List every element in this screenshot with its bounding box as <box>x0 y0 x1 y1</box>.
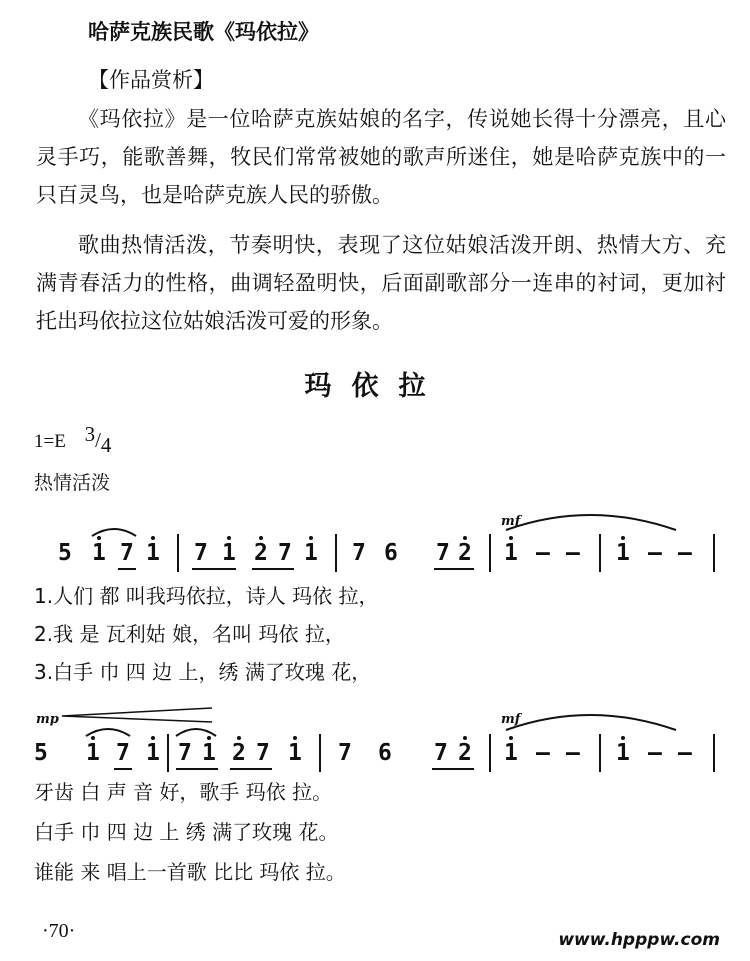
note: 1 <box>616 740 630 766</box>
octave-dot <box>621 536 625 540</box>
note: 7 <box>338 740 352 766</box>
note: 5 <box>34 740 48 766</box>
note: 1 <box>304 540 318 566</box>
octave-dot <box>621 736 625 740</box>
dynamic-mp: mp <box>36 712 59 727</box>
lyric-verse-3-line-2: 谁能 来 唱上一首歌 比比 玛依 拉。 <box>34 860 346 884</box>
octave-dot <box>151 736 155 740</box>
note: 2 <box>232 740 246 766</box>
time-numerator: 3 <box>84 422 96 446</box>
octave-dot <box>237 736 241 740</box>
note: 1 <box>146 740 160 766</box>
octave-dot <box>207 736 211 740</box>
note: 2 <box>458 740 472 766</box>
note: – <box>678 540 692 566</box>
note: – <box>648 740 662 766</box>
note: – <box>536 540 550 566</box>
note: 1 <box>146 540 160 566</box>
octave-dot <box>97 536 101 540</box>
octave-dot <box>227 536 231 540</box>
slur <box>92 529 136 536</box>
tempo-marking: 热情活泼 <box>34 472 111 494</box>
watermark: www.hpppw.com <box>558 930 720 950</box>
lyric-verse-1-line-2: 牙齿 白 声 音 好，歌手 玛依 拉。 <box>34 780 333 804</box>
octave-dot <box>509 536 513 540</box>
lyric-verse-3-line-1: 3.白手 巾 四 边 上，绣 满了玫瑰 花， <box>34 660 372 684</box>
octave-dot <box>259 536 263 540</box>
header-title: 哈萨克族民歌《玛依拉》 <box>88 20 319 44</box>
lyric-verse-2-line-1: 2.我 是 瓦利姑 娘，名叫 玛依 拉， <box>34 622 345 646</box>
note: 7 <box>352 540 366 566</box>
note: 7 <box>434 740 448 766</box>
key-label: 1=E <box>34 431 66 452</box>
lyric-verse-1-line-1: 1.人们 都 叫我玛依拉，诗人 玛依 拉， <box>34 584 379 608</box>
note: 1 <box>92 540 106 566</box>
octave-dot <box>151 536 155 540</box>
page-number: ·70· <box>42 920 76 942</box>
appreciation-paragraph-2: 歌曲热情活泼，节奏明快，表现了这位姑娘活泼开朗、热情大方、充满青春活力的性格，曲调轻盈明快，后面副歌部分一连串的衬词，更加衬托出玛依拉这位姑娘活泼可爱的形象。 <box>36 233 726 333</box>
note: 6 <box>384 540 398 566</box>
note: 7 <box>178 740 192 766</box>
time-signature: 3/4 <box>84 422 112 457</box>
slur <box>176 729 216 736</box>
dynamic-mf-1: mf <box>501 514 521 529</box>
octave-dot <box>463 736 467 740</box>
note: 7 <box>194 540 208 566</box>
note: 5 <box>58 540 72 566</box>
dynamic-mf-2: mf <box>501 712 521 727</box>
note: – <box>566 540 580 566</box>
lyric-verse-2-line-2: 白手 巾 四 边 上 绣 满了玫瑰 花。 <box>34 820 339 844</box>
note: 1 <box>288 740 302 766</box>
note: 2 <box>254 540 268 566</box>
note: 1 <box>504 540 518 566</box>
note: 7 <box>120 540 134 566</box>
note: 6 <box>378 740 392 766</box>
note: 7 <box>278 540 292 566</box>
octave-dot <box>293 736 297 740</box>
octave-dot <box>309 536 313 540</box>
note: – <box>648 540 662 566</box>
note: 1 <box>504 740 518 766</box>
note: 1 <box>222 540 236 566</box>
note: 7 <box>116 740 130 766</box>
appreciation-paragraph-1: 《玛依拉》是一位哈萨克族姑娘的名字，传说她长得十分漂亮，且心灵手巧，能歌善舞，牧民们常常被她的歌声所迷住，她是哈萨克族中的一只百灵鸟，也是哈萨克族人民的骄傲。 <box>36 107 726 207</box>
note: 1 <box>86 740 100 766</box>
slur <box>506 715 676 730</box>
note: – <box>678 740 692 766</box>
octave-dot <box>509 736 513 740</box>
song-title: 玛依拉 <box>304 371 446 402</box>
note: 2 <box>458 540 472 566</box>
note: – <box>536 740 550 766</box>
note: 1 <box>616 540 630 566</box>
slur <box>86 729 130 736</box>
slur <box>506 515 676 530</box>
time-denominator: 4 <box>100 433 112 457</box>
crescendo-hairpin <box>62 708 212 722</box>
note: 1 <box>202 740 216 766</box>
octave-dot <box>91 736 95 740</box>
note: 7 <box>256 740 270 766</box>
octave-dot <box>463 536 467 540</box>
note: 7 <box>436 540 450 566</box>
note: – <box>566 740 580 766</box>
section-heading: 【作品赏析】 <box>88 68 214 92</box>
